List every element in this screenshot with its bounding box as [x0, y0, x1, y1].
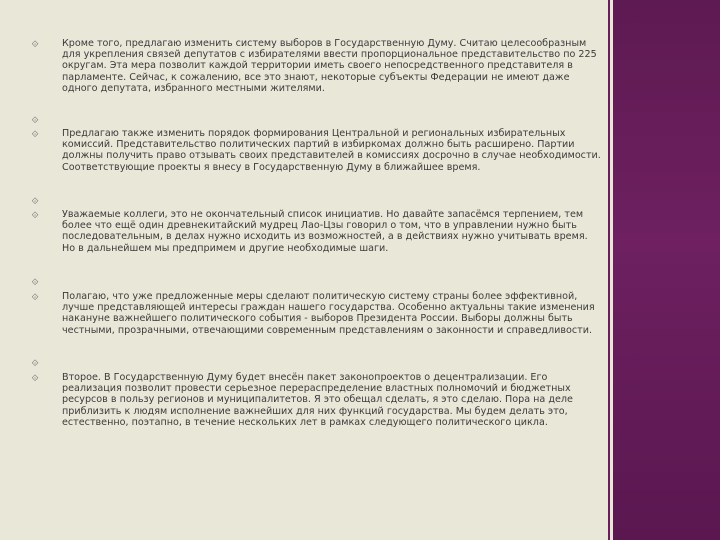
paragraph-text: Второе. В Государственную Думу будет внесён пакет законопроектов о децентрализации. Его реализация позволит провести серьезное перераспределение властных полномочий и бюджетных ресурсов в пользу регионов и муниципалитетов. Я это обещал сделать, я это сделаю. Пора на деле приблизить к людям исполнение важнейших для них функций государства. Мы будем делать это, естественно, поэтапно, в течение нескольких лет в рамках следующего политического цикла. [62, 372, 573, 428]
diamond-bullet-icon: ⟐ [31, 197, 39, 207]
decorative-sidebar [613, 0, 720, 540]
diamond-bullet-icon: ⟐ [31, 211, 39, 221]
paragraph-text: Кроме того, предлагаю изменить систему выборов в Государственную Думу. Считаю целесообразным для укрепления связей депутатов с избирателями ввести пропорциональное представительство по 225 округам. Эта мера позволит каждой территории иметь своего непосредственного представителя в парламенте. Сейчас, к сожалению, все это знают, некоторые субъекты Федерации не имеют даже одного депутата, избранного местными жителями. [62, 38, 597, 94]
paragraph-text: Полагаю, что уже предложенные меры сделают политическую систему страны более эффективной, лучше представляющей интересы граждан нашего государства. Особенно актуальны такие изменения накануне важнейшего политического события - выборов Президента России. Выборы должны быть честными, прозрачными, отвечающими современным представлениям о законности и справедливости. [62, 291, 595, 336]
diamond-bullet-icon: ⟐ [31, 359, 39, 369]
diamond-bullet-icon: ⟐ [31, 278, 39, 288]
diamond-bullet-icon: ⟐ [31, 40, 39, 50]
diamond-bullet-icon: ⟐ [31, 374, 39, 384]
paragraph-text: Предлагаю также изменить порядок формирования Центральной и региональных избирательных комиссий. Представительство политических партий в избиркомах должно быть расширено. Партии должны получить право отзывать своих представителей в комиссиях досрочно в случае необходимости. Соответствующие проекты я внесу в Государственную Думу в ближайшее время. [62, 128, 601, 173]
diamond-bullet-icon: ⟐ [31, 116, 39, 126]
diamond-bullet-icon: ⟐ [31, 293, 39, 303]
paragraph-text: Уважаемые коллеги, это не окончательный список инициатив. Но давайте запасёмся терпением, тем более что ещё один древнекитайский мудрец Лао-Цзы говорил о том, что в управлении нужно быть последовательным, в делах нужно исходить из возможностей, а в действиях нужно учитывать время. Но в дальнейшем мы предпримем и другие необходимые шаги. [62, 209, 588, 254]
diamond-bullet-icon: ⟐ [31, 130, 39, 140]
sidebar-divider [608, 0, 610, 540]
